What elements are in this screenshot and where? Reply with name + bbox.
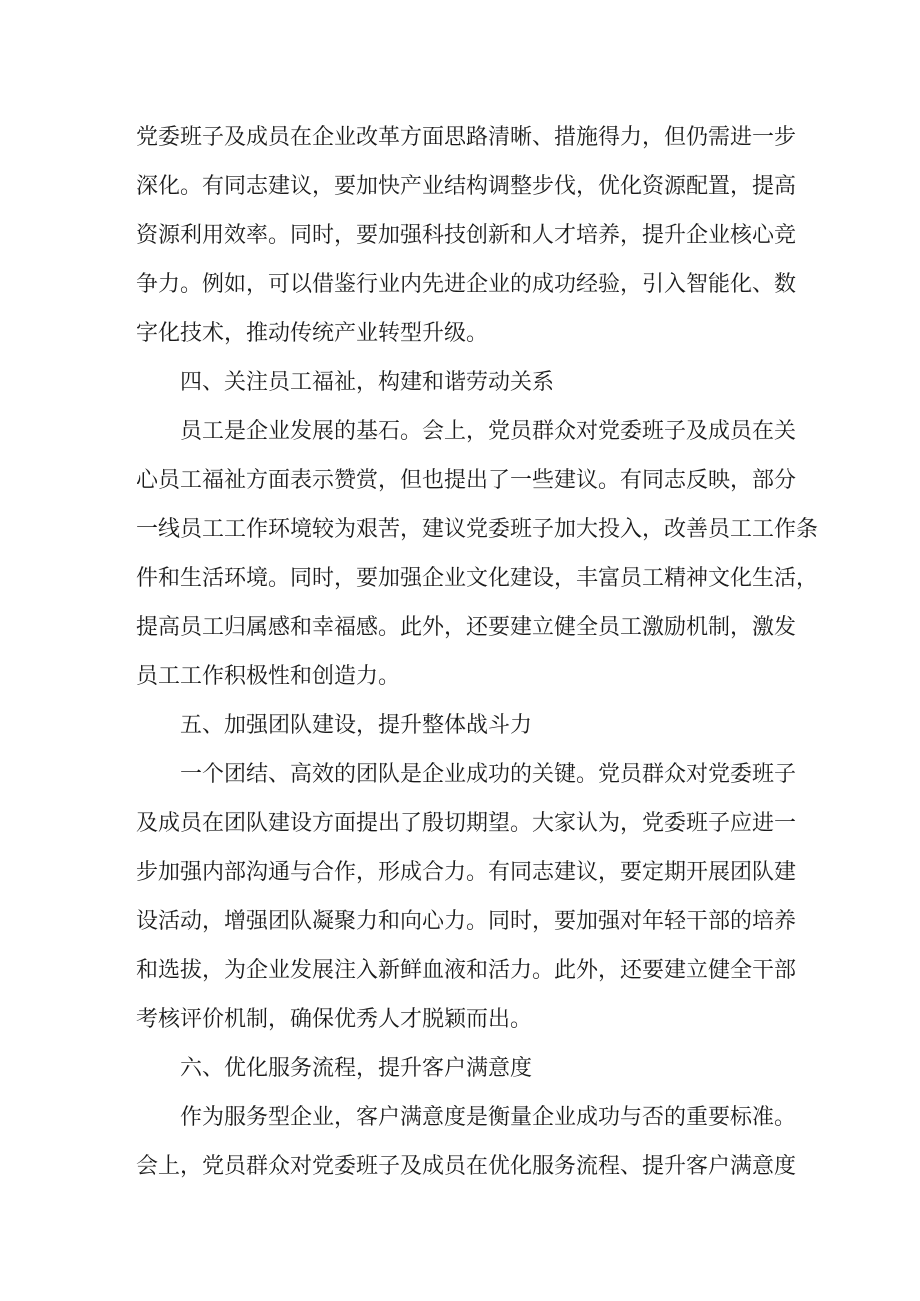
section-heading-5: 五、加强团队建设，提升整体战斗力 (180, 713, 533, 738)
body-text-line: 党委班子及成员在企业改革方面思路清晰、措施得力，但仍需进一步 (136, 125, 797, 150)
body-text-line: 和选拔，为企业发展注入新鲜血液和活力。此外，还要建立健全干部 (136, 958, 797, 983)
section-heading-6: 六、优化服务流程，提升客户满意度 (180, 1056, 533, 1081)
section-heading-4: 四、关注员工福祉，构建和谐劳动关系 (180, 370, 555, 395)
body-text-line: 作为服务型企业，客户满意度是衡量企业成功与否的重要标准。 (180, 1105, 797, 1130)
body-text-line: 提高员工归属感和幸福感。此外，还要建立健全员工激励机制，激发 (136, 615, 797, 640)
body-text-line: 步加强内部沟通与合作，形成合力。有同志建议，要定期开展团队建 (136, 860, 797, 885)
body-text-line: 考核评价机制，确保优秀人才脱颖而出。 (136, 1007, 533, 1032)
body-text-line: 员工是企业发展的基石。会上，党员群众对党委班子及成员在关 (180, 419, 797, 444)
body-text-line: 心员工福祉方面表示赞赏，但也提出了一些建议。有同志反映，部分 (136, 468, 797, 493)
body-text-line: 争力。例如，可以借鉴行业内先进企业的成功经验，引入智能化、数 (136, 272, 797, 297)
body-text-line: 字化技术，推动传统产业转型升级。 (136, 321, 489, 346)
body-text-line: 深化。有同志建议，要加快产业结构调整步伐，优化资源配置，提高 (136, 174, 797, 199)
body-text-line: 会上，党员群众对党委班子及成员在优化服务流程、提升客户满意度 (136, 1154, 797, 1179)
body-text-line: 一线员工工作环境较为艰苦，建议党委班子加大投入，改善员工工作条 (136, 517, 819, 542)
body-text-line: 件和生活环境。同时，要加强企业文化建设，丰富员工精神文化生活， (136, 566, 819, 591)
body-text-line: 设活动，增强团队凝聚力和向心力。同时，要加强对年轻干部的培养 (136, 909, 797, 934)
body-text-line: 员工工作积极性和创造力。 (136, 664, 401, 689)
body-text-line: 及成员在团队建设方面提出了殷切期望。大家认为，党委班子应进一 (136, 811, 797, 836)
body-text-line: 资源利用效率。同时，要加强科技创新和人才培养，提升企业核心竞 (136, 223, 797, 248)
body-text-line: 一个团结、高效的团队是企业成功的关键。党员群众对党委班子 (180, 762, 797, 787)
